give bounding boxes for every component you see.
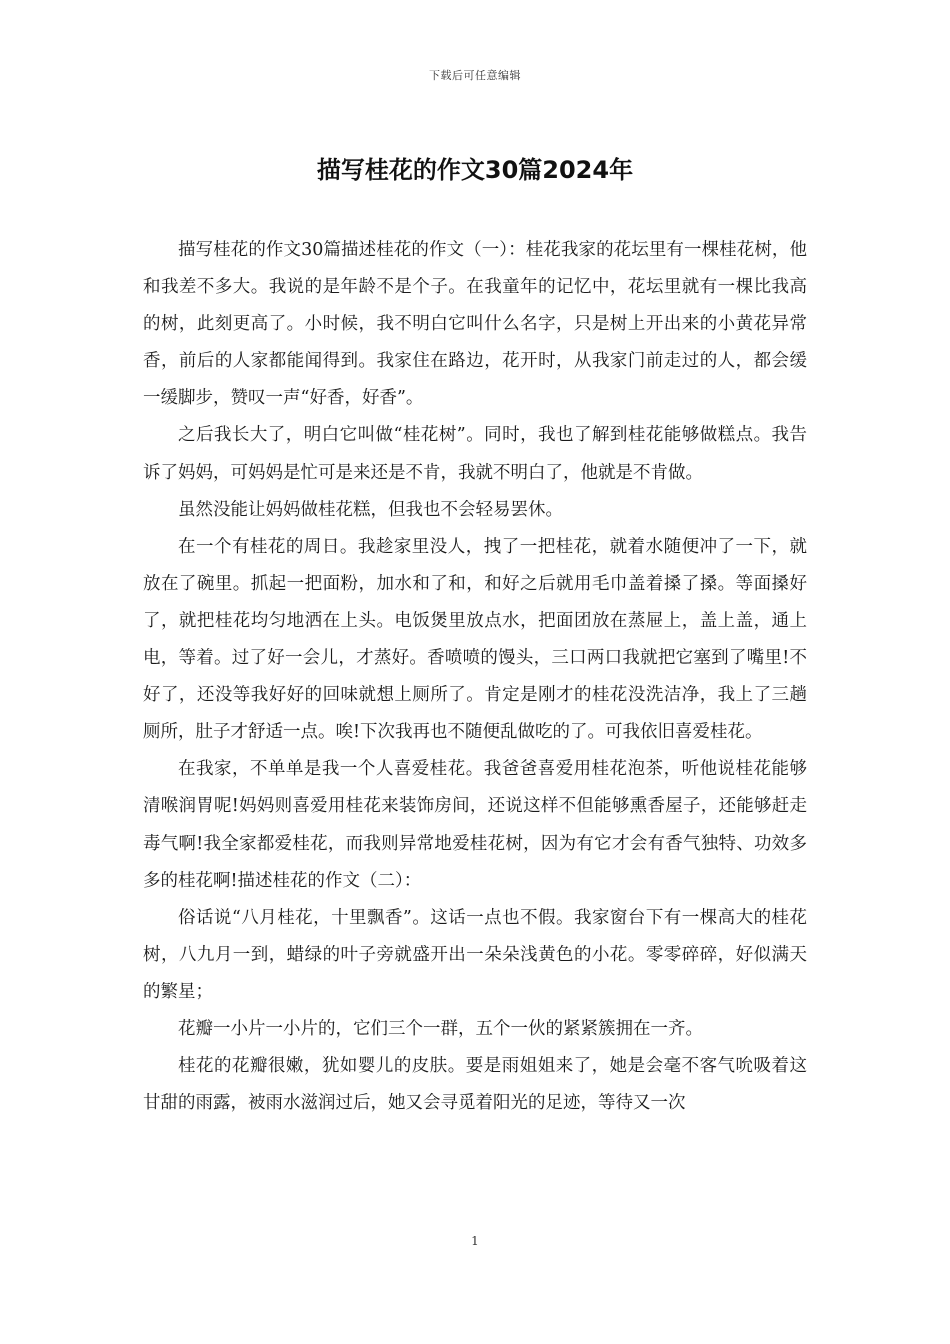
paragraph: 花瓣一小片一小片的，它们三个一群，五个一伙的紧紧簇拥在一齐。 — [178, 1018, 703, 1039]
paragraph: 在一个有桂花的周日。我趁家里没人，拽了一把桂花，就着水随便冲了一下，就放在了碗里。抓起一把面粉，加水和了和，和好之后就用毛巾盖着搡了搡。等面搡好了，就把桂花均匀地洒在上头。电饭煲里放点水，把面团放在蒸屉上，盖上盖，通上电，等着。过了好一会儿，才蒸好。香喷喷的馒头，三口两口我就把它塞到了嘴里!不好了，还没等我好好的回味就想上厕所了。肯定是刚才的桂花没洗洁净，我上了三趟厕所，肚子才舒适一点。唉!下次我再也不随便乱做吃的了。可我依旧喜爱桂花。 — [143, 536, 807, 743]
paragraph: 之后我长大了，明白它叫做“桂花树”。同时，我也了解到桂花能够做糕点。我告诉了妈妈，可妈妈是忙可是来还是不肯，我就不明白了，他就是不肯做。 — [143, 425, 807, 483]
document-body — [143, 232, 807, 1122]
header-note: 下载后可任意编辑 — [429, 69, 521, 82]
paragraph: 虽然没能让妈妈做桂花糕，但我也不会轻易罢休。 — [178, 499, 563, 520]
paragraph: 桂花的花瓣很嫩，犹如婴儿的皮肤。要是雨姐姐来了，她是会毫不客气吮吸着这甘甜的雨露，被雨水滋润过后，她又会寻觅着阳光的足迹，等待又一次 — [143, 1056, 807, 1114]
paragraph: 描写桂花的作文30篇描述桂花的作文（一）：桂花我家的花坛里有一棵桂花树，他和我差不多大。我说的是年龄不是个子。在我童年的记忆中，花坛里就有一棵比我高的树，此刻更高了。小时候，我不明白它叫什么名字，只是树上开出来的小黄花异常香，前后的人家都能闻得到。我家住在路边，花开时，从我家门前走过的人，都会缓一缓脚步，赞叹一声“好香，好香”。 — [143, 240, 807, 409]
paragraph: 俗话说“八月桂花，十里飘香”。这话一点也不假。我家窗台下有一棵高大的桂花树，八九月一到，蜡绿的叶子旁就盛开出一朵朵浅黄色的小花。零零碎碎，好似满天的繁星； — [143, 907, 807, 1002]
page-number: 1 — [471, 1234, 479, 1248]
paragraph: 在我家，不单单是我一个人喜爱桂花。我爸爸喜爱用桂花泡茶，听他说桂花能够清喉润胃呢!妈妈则喜爱用桂花来装饰房间，还说这样不但能够熏香屋子，还能够赶走毒气啊!我全家都爱桂花，而我则异常地爱桂花树，因为有它才会有香气独特、功效多多的桂花啊!描述桂花的作文（二）： — [143, 759, 807, 891]
page-title: 描写桂花的作文30篇2024年 — [316, 156, 634, 184]
